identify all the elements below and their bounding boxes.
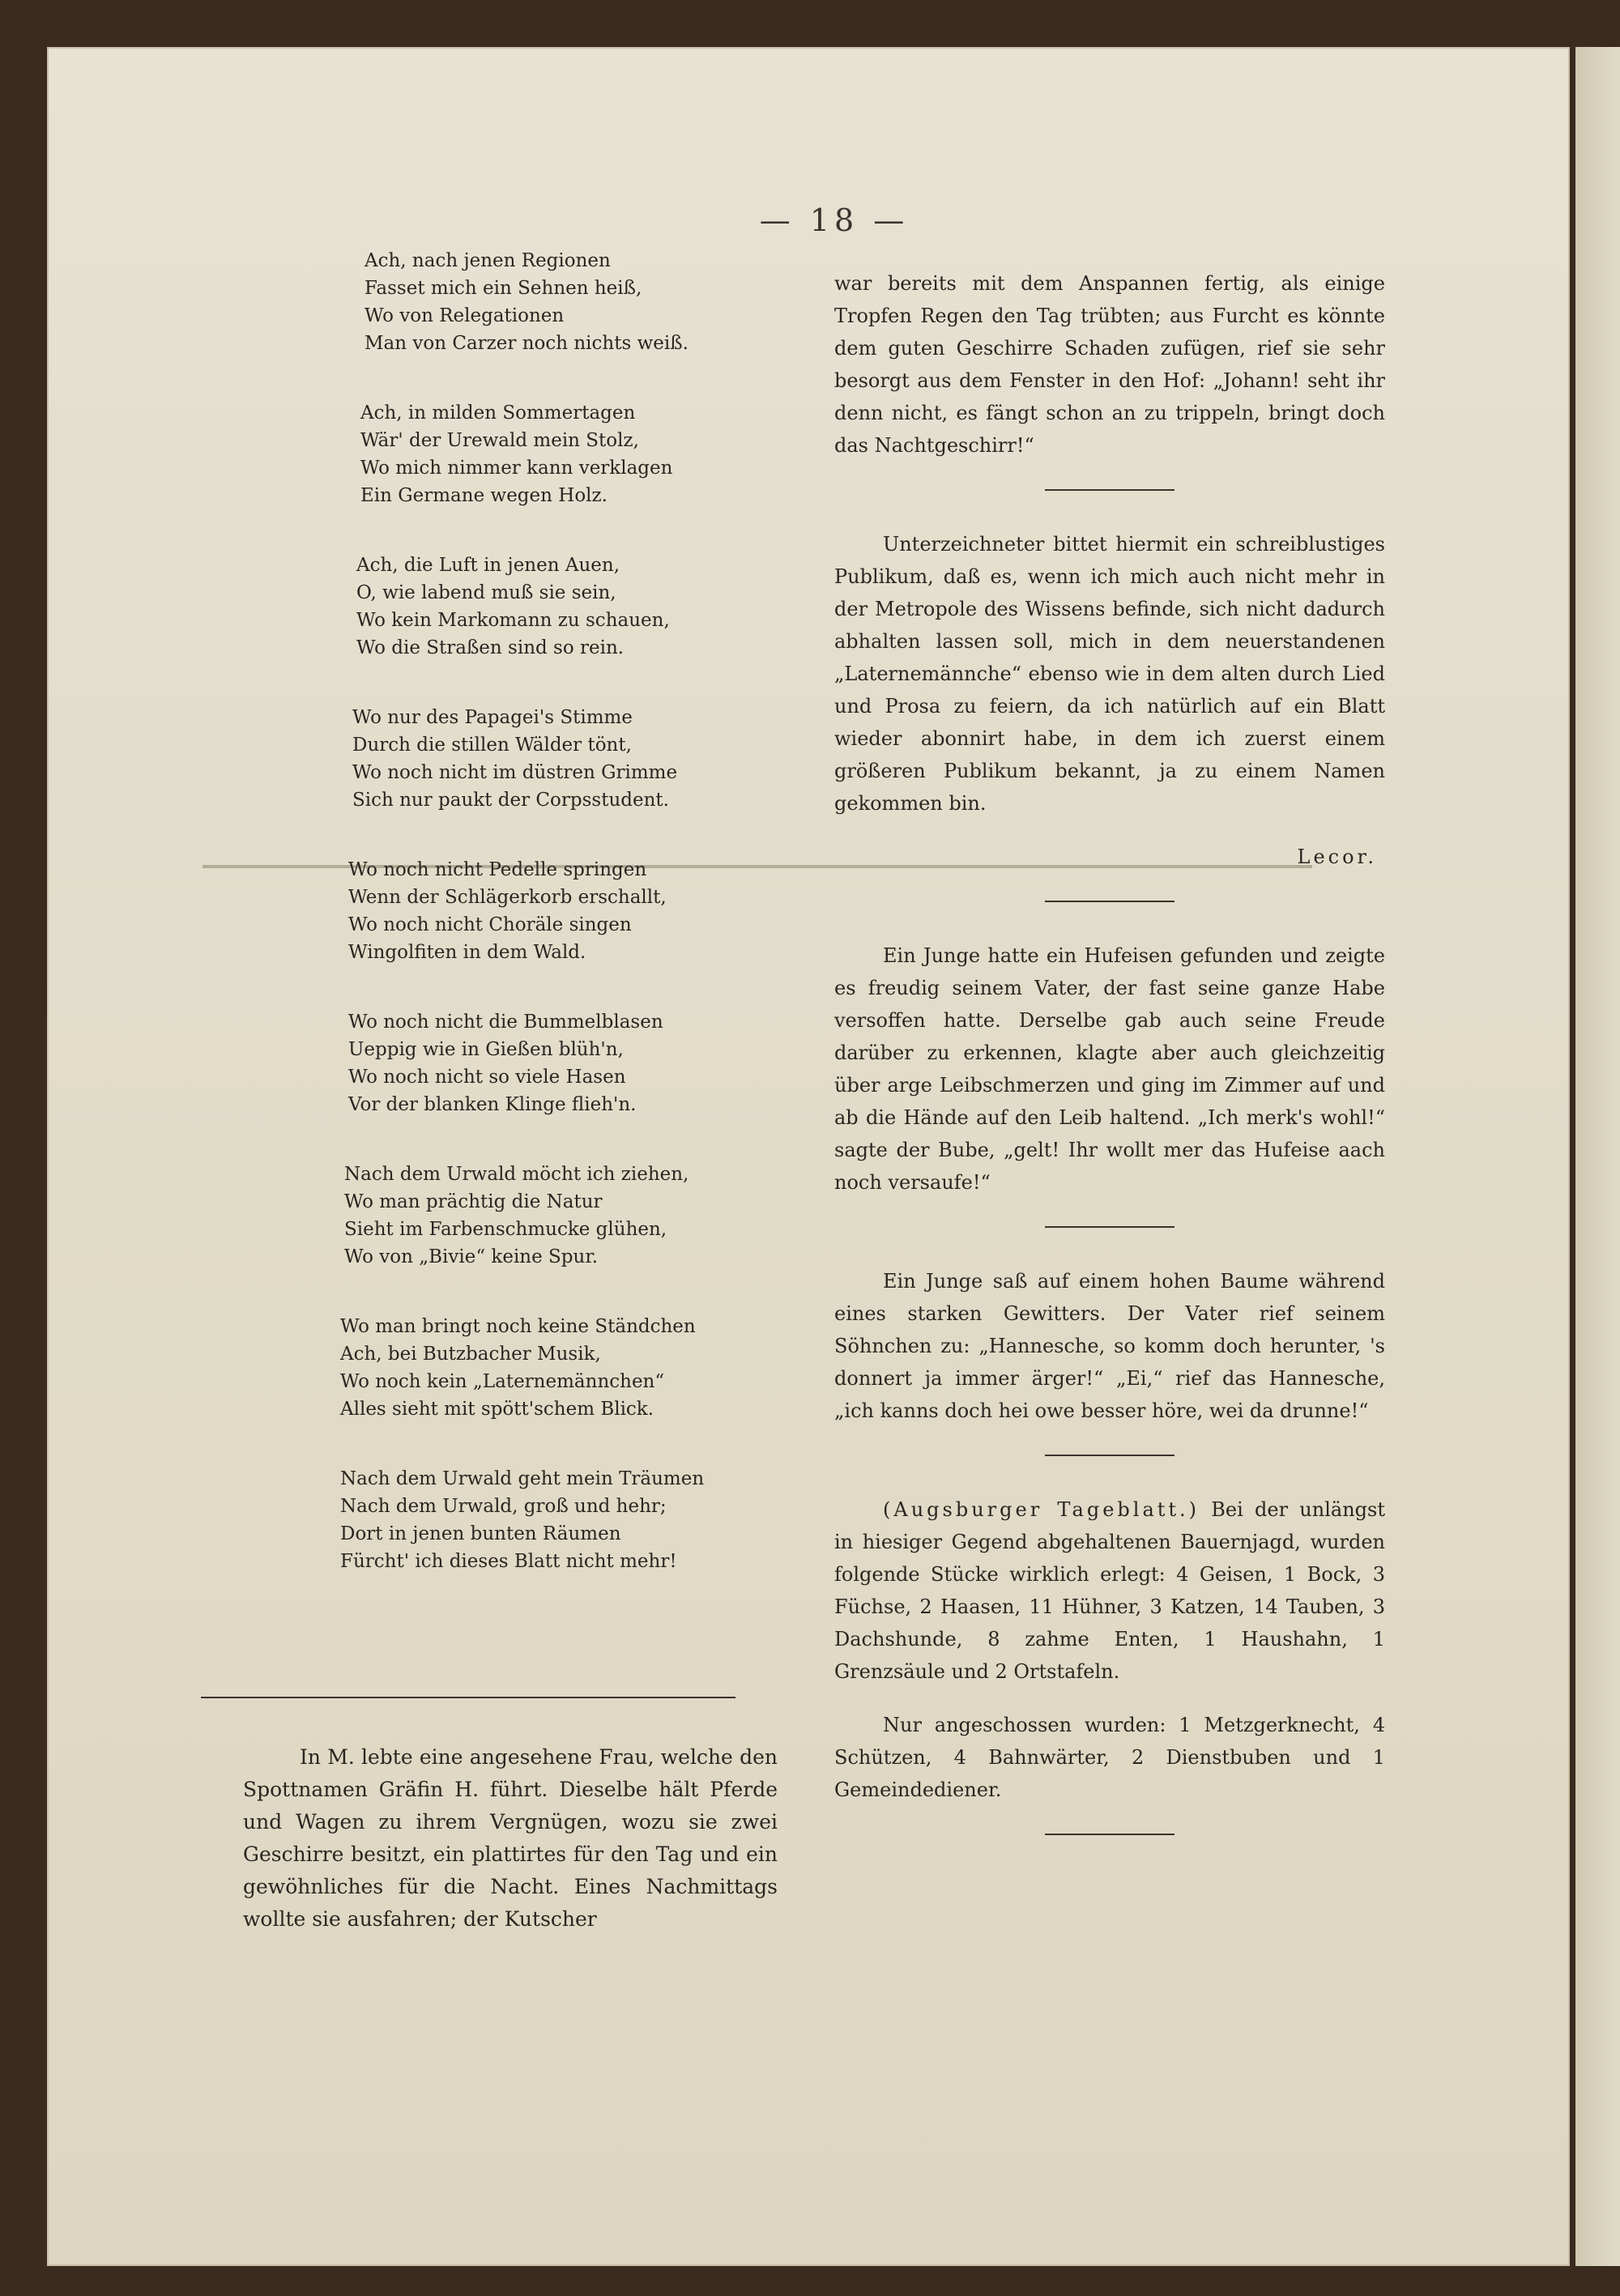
poem-line: Ueppig wie in Gießen blüh'n, xyxy=(348,1039,624,1060)
poem-line: Ach, bei Butzbacher Musik, xyxy=(340,1344,601,1365)
poem-line: Wo mich nimmer kann verklagen xyxy=(360,458,673,479)
poem-column xyxy=(308,247,778,1617)
poem-line: Wo noch nicht im düstren Grimme xyxy=(352,762,678,783)
notice-paragraph: Unterzeichneter bittet hiermit ein schreiblustiges Publikum, daß es, wenn ich mich auch nicht mehr in der Metropole des Wissens befinde, sich nicht dadurch abhalten lassen soll, mich in dem neuerstandenen „Laternemännche“ ebenso wie in dem alten durch Lied und Prosa zu feiern, da ich natürlich auf ein Blatt wieder abonnirt habe, in dem ich zuerst einem größeren Publikum bekannt, ja zu einem Namen gekommen bin. xyxy=(834,533,1385,815)
anecdote-hufeisen: Ein Junge hatte ein Hufeisen gefunden und zeigte es freudig seinem Vater, der fast seine ganze Habe versoffen hatte. Derselbe gab auch seine Freude darüber zu erkennen, klagte aber auch gleichzeitig über arge Leibschmerzen und ging im Zimmer auf und ab die Hände auf den Leib haltend. „Ich merk's wohl!“ sagte der Bube, „gelt! Ihr wollt mer das Hufeise aach noch versaufe!“ xyxy=(834,944,1385,1194)
separator-rule xyxy=(1045,489,1174,491)
poem-line: Ein Germane wegen Holz. xyxy=(360,485,608,506)
poem-line: Sieht im Farbenschmucke glühen, xyxy=(344,1219,667,1240)
separator-rule xyxy=(1045,1455,1174,1456)
poem-line: Wo man bringt noch keine Ständchen xyxy=(340,1316,696,1337)
poem-stanza xyxy=(344,1161,778,1271)
poem-line: Dort in jenen bunten Räumen xyxy=(340,1523,621,1544)
page-number: — 18 — xyxy=(759,202,910,238)
poem-line: Sich nur paukt der Corpsstudent. xyxy=(352,790,669,811)
poem-line: Nach dem Urwald geht mein Träumen xyxy=(340,1468,705,1489)
poem-line: Wenn der Schlägerkorb erschallt, xyxy=(348,887,667,908)
poem-line: Ach, in milden Sommertagen xyxy=(360,403,636,424)
poem-line: Wingolfiten in dem Wald. xyxy=(348,942,586,963)
poem-line: Wo von Relegationen xyxy=(364,305,565,326)
separator-rule xyxy=(1045,901,1174,902)
section-divider xyxy=(201,1697,735,1698)
poem-stanza xyxy=(348,856,778,966)
poem-stanza xyxy=(352,704,778,814)
separator-rule xyxy=(1045,1226,1174,1228)
poem-line: Ach, nach jenen Regionen xyxy=(364,250,611,271)
poem-line: Man von Carzer noch nichts weiß. xyxy=(364,333,688,354)
poem-line: Fasset mich ein Sehnen heiß, xyxy=(364,278,642,299)
poem-line: Wo noch nicht so viele Hasen xyxy=(348,1067,626,1088)
signature: Lecor. xyxy=(1297,846,1377,868)
poem-line: Wo die Straßen sind so rein. xyxy=(356,637,625,658)
poem-line: O, wie labend muß sie sein, xyxy=(356,582,616,603)
poem-line: Wo von „Bivie“ keine Spur. xyxy=(344,1246,599,1267)
poem-stanza xyxy=(340,1465,778,1575)
poem-line: Wo noch nicht Choräle singen xyxy=(348,914,632,935)
next-page-edge xyxy=(1575,47,1620,2266)
hunt-report-2: Nur angeschossen wurden: 1 Metzgerknecht, 4 Schützen, 4 Bahnwärter, 2 Dienstbuben und 1 Gemeindediener. xyxy=(834,1714,1385,1801)
poem-line: Vor der blanken Klinge flieh'n. xyxy=(348,1094,637,1115)
poem-line: Wär' der Urewald mein Stolz, xyxy=(360,430,639,451)
poem-line: Ach, die Luft in jenen Auen, xyxy=(356,555,620,576)
hunt-text: Bei der unlängst in hiesiger Gegend abgehaltenen Bauernjagd, wurden folgende Stücke wirklich erlegt: 4 Geisen, 1 Bock, 3 Füchse, 2 Haasen, 11 Hühner, 3 Katzen, 14 Tauben, 3 Dachshunde, 8 zahme Enten, 1 Haushahn, 1 Grenzsäule und 2 Ortstafeln. xyxy=(834,1498,1385,1683)
poem-line: Wo nur des Papagei's Stimme xyxy=(352,707,633,728)
poem-line: Wo noch nicht Pedelle springen xyxy=(348,859,647,880)
poem-line: Durch die stillen Wälder tönt, xyxy=(352,735,632,756)
hunt-report xyxy=(834,1493,1385,1688)
separator-rule xyxy=(1045,1834,1174,1835)
poem-line: Wo kein Markomann zu schauen, xyxy=(356,610,670,631)
poem-line: Nach dem Urwald möcht ich ziehen, xyxy=(344,1164,689,1185)
poem-line: Fürcht' ich dieses Blatt nicht mehr! xyxy=(340,1551,677,1572)
poem-stanza xyxy=(364,247,778,357)
poem-stanza xyxy=(356,552,778,662)
poem-stanza xyxy=(348,1008,778,1118)
story-left: In M. lebte eine angesehene Frau, welche den Spottnamen Gräfin H. führt. Dieselbe hält Pferde und Wagen zu ihrem Vergnügen, wozu sie zwei Geschirre besitzt, ein plattirtes für den Tag und ein gewöhnliches für die Nacht. Eines Nachmittags wollte sie ausfahren; der Kutscher xyxy=(243,1745,778,1931)
right-column xyxy=(834,267,1385,1872)
poem-stanza xyxy=(340,1313,778,1423)
poem-line: Wo noch nicht die Bummelblasen xyxy=(348,1012,663,1033)
poem-line: Nach dem Urwald, groß und hehr; xyxy=(340,1496,667,1517)
poem-line: Wo man prächtig die Natur xyxy=(344,1191,603,1212)
poem-line: Alles sieht mit spött'schem Blick. xyxy=(340,1399,654,1420)
poem-stanza xyxy=(360,399,778,509)
hunt-source: (Augsburger Tageblatt.) xyxy=(883,1498,1200,1521)
poem-line: Wo noch kein „Laternemännchen“ xyxy=(340,1371,665,1392)
anecdote-gewitter: Ein Junge saß auf einem hohen Baume während eines starken Gewitters. Der Vater rief seinem Söhnchen zu: „Hanneschе, so komm doch herunter, 's donnert ja immer ärger!“ „Ei,“ rief das Hanneschе, „ich kanns doch hei owe besser höre, wei da drunne!“ xyxy=(834,1270,1385,1422)
story-continuation: war bereits mit dem Anspannen fertig, als einige Tropfen Regen den Tag trübten; aus Furcht es könnte dem guten Geschirre Schaden zufügen, rief sie sehr besorgt aus dem Fenster in den Hof: „Johann! seht ihr denn nicht, es fängt schon an zu trippeln, bringt doch das Nachtgeschirr!“ xyxy=(834,272,1385,457)
